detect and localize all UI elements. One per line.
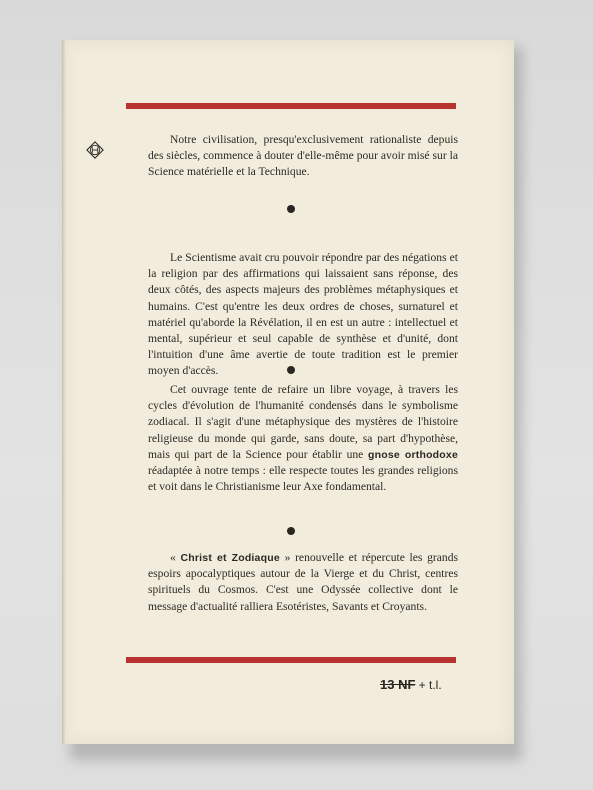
paragraph-4 [148, 550, 458, 615]
paragraph-4-text: renouvelle et répercute les grands espoirs apocalyptiques autour de la Vierge et du Christ, centres spirituels du Cosmos. C'est une Odyssée collective dont le message d'actualité ralliera Esotéristes, Savants et Croyants. [148, 551, 459, 613]
paragraph-3 [148, 382, 458, 495]
bullet-dot-icon [287, 205, 295, 213]
paragraph-2-text: Le Scientisme avait cru pouvoir répondre par des négations et la religion par des affirmations qui laissaient sans réponse, des deux côtés, des aspects majeurs des problèmes métaphysiques et humains. C'est qu'entre les deux ordres de choses, surnaturel et matériel qu'aborde la Révélation, il en est un autre : intellectuel et mental, supérieur et seul capable de synthèse et d'unité, dont l'intuition d'une âme avertie de toute tradition est le premier moyen d'accès. [148, 251, 458, 378]
paragraph-3-text-b: réadaptée à notre temps : elle respecte toutes les grandes religions et voit dans le Christianisme leur Axe fondamental. [148, 464, 458, 494]
cover-left-edge [62, 40, 66, 744]
price-struck: 13 NF [380, 677, 416, 692]
top-red-rule [126, 103, 456, 109]
paragraph-1-text: Notre civilisation, presqu'exclusivement rationaliste depuis des siècles, commence à douter d'elle-même pour avoir misé sur la Science matérielle et la Technique. [148, 133, 458, 179]
gnose-orthodoxe-emphasis: gnose orthodoxe [368, 448, 458, 461]
bullet-dot-icon [287, 366, 295, 374]
price-value [380, 677, 415, 692]
quote-open: « [170, 551, 176, 564]
price-suffix: + t.l. [418, 678, 442, 692]
paragraph-3-text-a: Cet ouvrage tente de refaire un libre voyage, à travers les cycles d'évolution de l'humanité condensés dans le symbolisme zodiacal. Il s'agit d'une métaphysique des mystères de l'histoire religieuse du monde qui garde, sans doute, sa part d'hypothèse, mais qui part de la Science pour établir une [148, 383, 458, 461]
bottom-red-rule [126, 657, 456, 663]
publisher-emblem-icon [86, 141, 104, 159]
paragraph-2 [148, 250, 458, 380]
price-label [380, 677, 442, 693]
paragraph-1 [148, 132, 458, 181]
quote-close: » [284, 551, 291, 564]
bullet-dot-icon [287, 527, 295, 535]
book-back-cover [62, 40, 514, 744]
book-title-emphasis: Christ et Zodiaque [180, 552, 280, 564]
